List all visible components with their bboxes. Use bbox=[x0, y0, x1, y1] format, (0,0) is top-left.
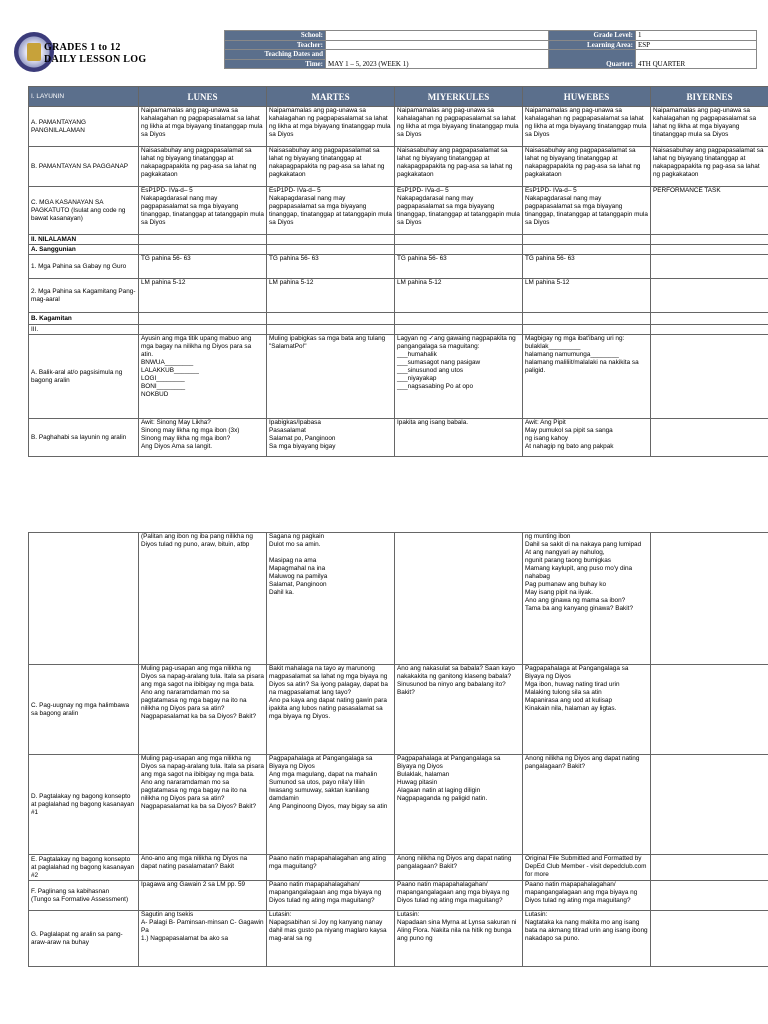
title-line-1: GRADES 1 to 12 bbox=[44, 42, 121, 53]
row-label: 2. Mga Pahina sa Kagamitang Pang-mag-aaral bbox=[29, 279, 139, 313]
cell-miyerkules bbox=[395, 325, 523, 335]
cell-martes: Sagana ng pagkain Dulot mo sa amin. Masipag na ama Mapagmahal na ina Maluwog na pamilya Salamat, Panginoon Dahil ka. bbox=[267, 533, 395, 665]
cell-miyerkules: Lutasin: Napadaan sina Myrna at Lynsa sakuran ni Aling Flora. Nakita nila na hitik ng bunga ang puno ng bbox=[395, 911, 523, 967]
day-header-huwebes: HUWEBES bbox=[523, 87, 651, 107]
lesson-row bbox=[29, 325, 768, 335]
teacher-label: Teacher: bbox=[225, 40, 326, 50]
cell-huwebes: LM pahina 5-12 bbox=[523, 279, 651, 313]
cell-huwebes bbox=[523, 245, 651, 255]
lesson-row bbox=[29, 187, 768, 235]
cell-lunes bbox=[139, 313, 267, 325]
lesson-row bbox=[29, 255, 768, 279]
cell-martes: LM pahina 5-12 bbox=[267, 279, 395, 313]
day-header-lunes: LUNES bbox=[139, 87, 267, 107]
row-label: C. MGA KASANAYAN SA PAGKATUTO (Isulat ang code ng bawat kasanayan) bbox=[29, 187, 139, 235]
cell-biyernes bbox=[651, 855, 768, 881]
cell-martes: Paano natin mapapahalagahan/ mapangangalagaan ang mga biyaya ng Diyos tulad ng ating mga maguitang? bbox=[267, 881, 395, 911]
title-line-2: DAILY LESSON LOG bbox=[44, 54, 147, 65]
cell-huwebes: Anong nilikha ng Diyos ang dapat nating pangalagaan? Bakit? bbox=[523, 755, 651, 855]
cell-huwebes: EsP1PD- IVa-d– 5 Nakapagdarasal nang may pagpapasalamat sa mga biyayang tinanggap, tinatanggap at tatanggapin mula sa Diyos bbox=[523, 187, 651, 235]
cell-huwebes: Awit: Ang Pipit May pumukol sa pipit sa sanga ng isang kahoy At nahagip ng bato ang pakpak bbox=[523, 419, 651, 457]
quarter-value: 4TH QUARTER bbox=[636, 50, 757, 69]
cell-miyerkules bbox=[395, 245, 523, 255]
lesson-row bbox=[29, 335, 768, 419]
lesson-row bbox=[29, 755, 768, 855]
lesson-row bbox=[29, 107, 768, 147]
cell-lunes bbox=[139, 245, 267, 255]
cell-lunes: Ayusin ang mga titik upang mabuo ang mga bagay na nilikha ng Diyos para sa atin. BNWUA________ LALAKKUB_______ LOGI________ BONI________ NOKBUD bbox=[139, 335, 267, 419]
day-header-biyernes: BIYERNES bbox=[651, 87, 768, 107]
cell-biyernes bbox=[651, 245, 768, 255]
cell-miyerkules bbox=[395, 235, 523, 245]
cell-lunes: LM pahina 5-12 bbox=[139, 279, 267, 313]
school-value bbox=[326, 31, 549, 41]
cell-martes bbox=[267, 325, 395, 335]
cell-biyernes bbox=[651, 665, 768, 755]
dates-label-2: Time: bbox=[225, 59, 326, 69]
cell-martes: Paano natin mapapahalagahan ang ating mga maguitang? bbox=[267, 855, 395, 881]
cell-lunes bbox=[139, 325, 267, 335]
lesson-row bbox=[29, 665, 768, 755]
row-label: F. Paglinang sa kabihasnan (Tungo sa Formative Assessment) bbox=[29, 881, 139, 911]
school-label: School: bbox=[225, 31, 326, 41]
lesson-row bbox=[29, 245, 768, 255]
cell-biyernes bbox=[651, 325, 768, 335]
lesson-row bbox=[29, 855, 768, 881]
cell-huwebes: ng munting ibon Dahil sa sakit di na nakaya pang lumipad At ang nangyari ay nahulog, ngunit parang taong bumigkas Mamang kaylupit, ang puso mo'y dina nahabag Pag pumanaw ang buhay ko May isang pipit na iiyak. Ano ang ginawa ng mama sa ibon? Tama ba ang kanyang ginawa? Bakit? bbox=[523, 533, 651, 665]
document-title bbox=[44, 42, 146, 66]
cell-miyerkules: Ano ang nakasulat sa babala? Saan kayo nakakakita ng ganitong klaseng babala? Sinusunod ba ninyo ang babalang ito? Bakit? bbox=[395, 665, 523, 755]
lesson-row bbox=[29, 313, 768, 325]
row-label: A. Balik-aral at/o pagsisimula ng bagong aralin bbox=[29, 335, 139, 419]
cell-miyerkules: Naisasabuhay ang pagpapasalamat sa lahat ng biyayang tinatanggap at nakapagpapakita ng pag-asa sa lahat ng pagkakataon bbox=[395, 147, 523, 187]
lesson-log-table-page1 bbox=[28, 86, 768, 457]
cell-martes: EsP1PD- IVa-d– 5 Nakapagdarasal nang may pagpapasalamat sa mga biyayang tinanggap, tinatanggap at tatanggapin mula sa Diyos bbox=[267, 187, 395, 235]
header-info-grid bbox=[224, 30, 757, 69]
learning-area-label: Learning Area: bbox=[549, 40, 636, 50]
lesson-row bbox=[29, 279, 768, 313]
day-header-martes: MARTES bbox=[267, 87, 395, 107]
cell-biyernes bbox=[651, 235, 768, 245]
cell-martes: Pagpapahalaga at Pangangalaga sa Biyaya ng Diyos Ang mga magulang, dapat na mahalin Sumunod sa utos, payo nila'y liliin Iwasang sumuway, saktan kanilang damdamin Ang Panginoong Diyos, may bigay sa atin bbox=[267, 755, 395, 855]
row-label: 1. Mga Pahina sa Gabay ng Guro bbox=[29, 255, 139, 279]
row-label: II. NILALAMAN bbox=[29, 235, 139, 245]
cell-biyernes bbox=[651, 911, 768, 967]
cell-martes bbox=[267, 235, 395, 245]
cell-huwebes bbox=[523, 313, 651, 325]
cell-martes: Bakit mahalaga na tayo ay marunong magpasalamat sa lahat ng mga biyaya ng Diyos sa atin? Sa iyong palagay, dapat ba na magpasalamat lang tayo? Ano pa kaya ang dapat nating gawin para ipakita ang lubos nating pasasalamat sa mga biyaya ng Diyos. bbox=[267, 665, 395, 755]
cell-huwebes: Naisasabuhay ang pagpapasalamat sa lahat ng biyayang tinatanggap at nakapagpapakita ng pag-asa sa lahat ng pagkakataon bbox=[523, 147, 651, 187]
cell-huwebes: Original File Submitted and Formatted by DepEd Club Member - visit depedclub.com for more bbox=[523, 855, 651, 881]
cell-lunes: Sagutin ang tsekis A- Palagi B- Paminsan-minsan C- Gagawin Pa 1.) Nagpapasalamat ba ako sa bbox=[139, 911, 267, 967]
cell-biyernes: Naisasabuhay ang pagpapasalamat sa lahat ng biyayang tinatanggap at nakapagpapakita ng pag-asa sa lahat ng pagkakataon bbox=[651, 147, 768, 187]
cell-biyernes bbox=[651, 313, 768, 325]
section-layunin: I. LAYUNIN bbox=[29, 87, 139, 107]
cell-huwebes: Pagpapahalaga at Pangangalaga sa Biyaya ng Diyos Mga ibon, huwag nating tirad urin Malaking tulong sila sa atin Mapanirasa ang uod at kulisap Kinakain nila, halaman ay ligtas. bbox=[523, 665, 651, 755]
cell-huwebes: Paano natin mapapahalagahan/ mapangangalagaan ang mga biyaya ng Diyos tulad ng ating mga maguitang? bbox=[523, 881, 651, 911]
row-label: B. Kagamitan bbox=[29, 313, 139, 325]
cell-huwebes bbox=[523, 325, 651, 335]
cell-biyernes bbox=[651, 881, 768, 911]
lesson-row bbox=[29, 235, 768, 245]
teacher-value bbox=[326, 40, 549, 50]
cell-martes: Naipamamalas ang pag-unawa sa kahalagahan ng pagpapasalamat sa lahat ng likha at mga biyayang tinatanggap mula sa Diyos bbox=[267, 107, 395, 147]
cell-huwebes: Naipamamalas ang pag-unawa sa kahalagahan ng pagpapasalamat sa lahat ng likha at mga biyayang tinatanggap mula sa Diyos bbox=[523, 107, 651, 147]
cell-biyernes: PERFORMANCE TASK bbox=[651, 187, 768, 235]
cell-huwebes: Magbigay ng mga ibat'ibang uri ng: bulaklak_________ halamang namumunga________ halamang maliliit/malalaki na nakikita sa paligid. bbox=[523, 335, 651, 419]
cell-martes: Lutasin: Napagsabihan si Joy ng kanyang nanay dahil mas gusto pa niyang maglaro kaysa mag-aral sa ng bbox=[267, 911, 395, 967]
cell-lunes bbox=[139, 235, 267, 245]
cell-biyernes bbox=[651, 279, 768, 313]
cell-huwebes: Lutasin: Nagtataka ka nang makita mo ang isang bata na akmang titirad urin ang isang ibong nakadapo sa puno. bbox=[523, 911, 651, 967]
lesson-row bbox=[29, 911, 768, 967]
cell-lunes: (Palitan ang ibon ng iba pang nilikha ng Diyos tulad ng puno, araw, bituin, atbp bbox=[139, 533, 267, 665]
cell-huwebes bbox=[523, 235, 651, 245]
lesson-row bbox=[29, 147, 768, 187]
row-label: G. Paglalapat ng aralin sa pang-araw-araw na buhay bbox=[29, 911, 139, 967]
cell-biyernes bbox=[651, 255, 768, 279]
cell-martes: TG pahina 56- 63 bbox=[267, 255, 395, 279]
lesson-row bbox=[29, 419, 768, 457]
cell-miyerkules bbox=[395, 533, 523, 665]
cell-biyernes bbox=[651, 533, 768, 665]
dates-label-1: Teaching Dates and bbox=[225, 50, 326, 60]
cell-lunes: Naisasabuhay ang pagpapasalamat sa lahat ng biyayang tinatanggap at nakapagpapakita ng pag-asa sa lahat ng pagkakataon bbox=[139, 147, 267, 187]
row-label: A. PAMANTAYANG PANGNILALAMAN bbox=[29, 107, 139, 147]
cell-biyernes bbox=[651, 419, 768, 457]
cell-miyerkules bbox=[395, 313, 523, 325]
cell-biyernes bbox=[651, 335, 768, 419]
cell-biyernes bbox=[651, 755, 768, 855]
learning-area-value: ESP bbox=[636, 40, 757, 50]
cell-martes bbox=[267, 245, 395, 255]
cell-lunes: Naipamamalas ang pag-unawa sa kahalagahan ng pagpapasalamat sa lahat ng likha at mga biyayang tinatanggap mula sa Diyos bbox=[139, 107, 267, 147]
row-label: A. Sanggunian bbox=[29, 245, 139, 255]
row-label: E. Pagtalakay ng bagong konsepto at paglalahad ng bagong kasanayan #2 bbox=[29, 855, 139, 881]
cell-miyerkules: TG pahina 56- 63 bbox=[395, 255, 523, 279]
cell-martes: Muling ipabigkas sa mga bata ang tulang "SalamatPo!" bbox=[267, 335, 395, 419]
cell-miyerkules: Pagpapahalaga at Pangangalaga sa Biyaya ng Diyos Bulaklak, halaman Huwag pitasin Alagaan natin at laging diligin Nagpapaganda ng paligid natin. bbox=[395, 755, 523, 855]
lesson-log-table-page2 bbox=[28, 532, 768, 967]
grade-level-label: Grade Level: bbox=[549, 31, 636, 41]
grade-level-value: 1 bbox=[636, 31, 757, 41]
row-label bbox=[29, 533, 139, 665]
cell-lunes: Ipagawa ang Gawain 2 sa LM pp. 59 bbox=[139, 881, 267, 911]
day-header-miyerkules: MIYERKULES bbox=[395, 87, 523, 107]
cell-huwebes: TG pahina 56- 63 bbox=[523, 255, 651, 279]
row-label: III. bbox=[29, 325, 139, 335]
row-label: B. Paghahabi sa layunin ng aralin bbox=[29, 419, 139, 457]
row-label: D. Pagtalakay ng bagong konsepto at paglalahad ng bagong kasanayan #1 bbox=[29, 755, 139, 855]
cell-miyerkules: Lagyan ng ✓ang gawaing nagpapakita ng pangangalaga sa maguitang: ___humahalik ___sumasagot nang pasigaw ___sinusunod ang utos ___niyayakap ___nagsasabing Po at opo bbox=[395, 335, 523, 419]
cell-martes bbox=[267, 313, 395, 325]
day-header-row bbox=[29, 87, 768, 107]
cell-miyerkules: Anong nilikha ng Diyos ang dapat nating pangalagaan? Bakit? bbox=[395, 855, 523, 881]
cell-miyerkules: Naipamamalas ang pag-unawa sa kahalagahan ng pagpapasalamat sa lahat ng likha at mga biyayang tinatanggap mula sa Diyos bbox=[395, 107, 523, 147]
quarter-label: Quarter: bbox=[549, 50, 636, 69]
cell-lunes: Awit: Sinong May Likha? Sinong may likha ng mga ibon (3x) Sinong may likha ng mga ibon? Ang Diyos Ama sa langit. bbox=[139, 419, 267, 457]
cell-miyerkules: Paano natin mapapahalagahan/ mapangangalagaan ang mga biyaya ng Diyos tulad ng ating mga maguitang? bbox=[395, 881, 523, 911]
cell-biyernes: Naipamamalas ang pag-unawa sa kahalagahan ng pagpapasalamat sa lahat ng likha at mga biyayang tinatanggap mula sa Diyos bbox=[651, 107, 768, 147]
cell-martes: Naisasabuhay ang pagpapasalamat sa lahat ng biyayang tinatanggap at nakapagpapakita ng pag-asa sa lahat ng pagkakataon bbox=[267, 147, 395, 187]
lesson-row bbox=[29, 533, 768, 665]
cell-lunes: Muling pag-usapan ang mga nilikha ng Diyos sa napag-aralang tula. Itala sa pisara ang mga sagot na ibibigay ng mga bata. Ano ang nararamdaman mo sa pagtatamasa ng mga bagay na ito na nilikha ng Diyos para sa atin? Nagpapasalamat ka ba sa Diyos? Bakit? bbox=[139, 755, 267, 855]
cell-lunes: Muling pag-usapan ang mga nilikha ng Diyos sa napag-aralang tula. Itala sa pisara ang mga sagot na ibibigay ng mga bata. Ano ang nararamdaman mo sa pagtatamasa ng mga bagay na ito na nilikha ng Diyos para sa atin? Nagpapasalamat ka ba sa Diyos? Bakit? bbox=[139, 665, 267, 755]
cell-lunes: EsP1PD- IVa-d– 5 Nakapagdarasal nang may pagpapasalamat sa mga biyayang tinanggap, tinatanggap at tatanggapin mula sa Diyos bbox=[139, 187, 267, 235]
cell-miyerkules: LM pahina 5-12 bbox=[395, 279, 523, 313]
row-label: C. Pag-uugnay ng mga halimbawa sa bagong aralin bbox=[29, 665, 139, 755]
cell-miyerkules: Ipakita ang isang babala. bbox=[395, 419, 523, 457]
cell-lunes: Ano-ano ang mga nilikha ng Diyos na dapat nating pasalamatan? Bakit bbox=[139, 855, 267, 881]
cell-lunes: TG pahina 56- 63 bbox=[139, 255, 267, 279]
document-header bbox=[12, 30, 768, 72]
row-label: B. PAMANTAYAN SA PAGGANAP bbox=[29, 147, 139, 187]
lesson-row bbox=[29, 881, 768, 911]
dates-value: MAY 1 – 5, 2023 (WEEK 1) bbox=[326, 50, 549, 69]
cell-miyerkules: EsP1PD- IVa-d– 5 Nakapagdarasal nang may pagpapasalamat sa mga biyayang tinanggap, tinatanggap at tatanggapin mula sa Diyos bbox=[395, 187, 523, 235]
cell-martes: Ipabigkas/Ipabasa Pasasalamat Salamat po, Panginoon Sa mga biyayang bigay bbox=[267, 419, 395, 457]
